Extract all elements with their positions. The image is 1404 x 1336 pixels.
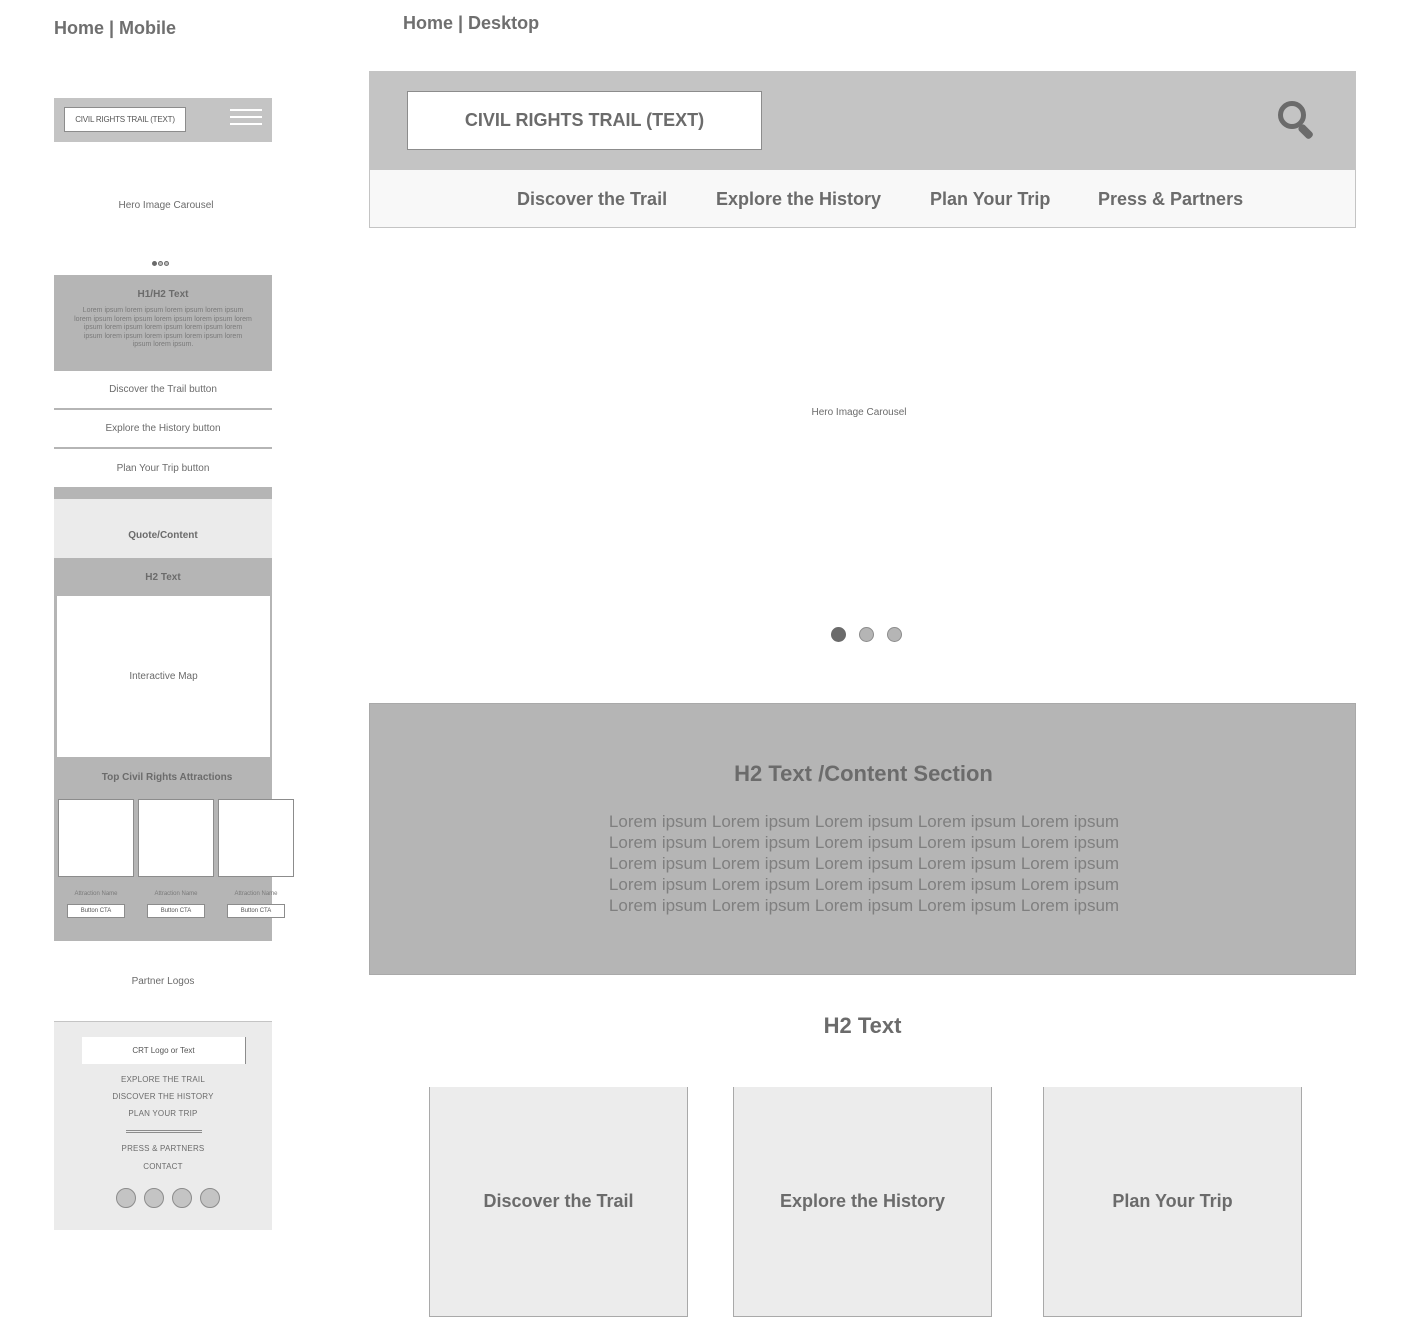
mobile-page-label: Home | Mobile [54,18,177,38]
carousel-dot-2[interactable] [859,627,874,642]
hamburger-menu-icon[interactable] [230,109,262,129]
attraction-name: Attraction Name [74,891,118,897]
card-plan-your-trip[interactable]: Plan Your Trip [1043,1087,1302,1317]
mobile-explore-button[interactable]: Explore the History button [54,410,272,449]
carousel-dot-3[interactable] [887,627,902,642]
social-icon[interactable] [172,1188,192,1208]
mobile-plan-button[interactable]: Plan Your Trip button [54,449,272,488]
social-icon[interactable] [200,1188,220,1208]
desktop-h2-title: H2 Text [823,1013,902,1038]
carousel-dot-2[interactable] [158,261,163,266]
footer-link-plan[interactable]: PLAN YOUR TRIP [128,1109,198,1118]
attraction-image[interactable] [218,799,294,877]
attraction-image[interactable] [58,799,134,877]
desktop-header [369,71,1356,170]
carousel-dot-1[interactable] [152,261,157,266]
attraction-card [138,799,214,918]
footer-divider [126,1130,202,1133]
desktop-carousel-dots [831,627,902,642]
mobile-hero-carousel-label: Hero Image Carousel [118,200,214,211]
nav-plan-your-trip[interactable]: Plan Your Trip [930,188,1051,209]
social-icons [116,1188,220,1208]
mobile-quote-section: Quote/Content [54,499,272,558]
mobile-map-section [54,558,278,941]
mobile-carousel-dots [152,261,169,266]
social-icon[interactable] [116,1188,136,1208]
attraction-card [218,799,294,918]
content-section-title: H2 Text /Content Section [734,761,993,786]
mobile-intro-section [54,275,272,371]
card-discover-the-trail[interactable]: Discover the Trail [429,1087,688,1317]
footer-link-contact[interactable]: CONTACT [143,1162,183,1171]
mobile-discover-button[interactable]: Discover the Trail button [54,371,272,410]
desktop-nav [369,170,1356,228]
search-icon[interactable] [1275,98,1319,142]
desktop-logo[interactable]: CIVIL RIGHTS TRAIL (TEXT) [407,91,762,150]
attraction-card [58,799,134,918]
attraction-cta-button[interactable]: Button CTA [227,904,285,918]
desktop-page-label: Home | Desktop [403,13,540,33]
nav-explore-the-history[interactable]: Explore the History [716,188,882,209]
mobile-map-title: H2 Text [145,572,181,583]
carousel-dot-1[interactable] [831,627,846,642]
footer-logo[interactable]: CRT Logo or Text [82,1037,246,1064]
nav-press-partners[interactable]: Press & Partners [1098,188,1244,209]
desktop-hero-carousel-label: Hero Image Carousel [811,407,907,418]
attraction-cta-button[interactable]: Button CTA [67,904,125,918]
attractions-title: Top Civil Rights Attractions [101,772,233,783]
footer-link-press[interactable]: PRESS & PARTNERS [121,1144,205,1153]
footer-link-discover[interactable]: DISCOVER THE HISTORY [112,1092,214,1101]
nav-discover-the-trail[interactable]: Discover the Trail [517,188,668,209]
mobile-header [54,98,272,142]
attraction-cta-button[interactable]: Button CTA [147,904,205,918]
mobile-intro-title: H1/H2 Text [137,289,189,300]
card-explore-the-history[interactable]: Explore the History [733,1087,992,1317]
social-icon[interactable] [144,1188,164,1208]
desktop-content-section [369,703,1356,975]
interactive-map[interactable]: Interactive Map [57,596,270,757]
partner-logos: Partner Logos [131,976,195,987]
mobile-intro-body: Lorem ipsum lorem ipsum lorem ipsum lorem ipsum lorem ipsum lorem ipsum lorem ipsum lorem ipsum lorem ipsum lorem ipsum lorem ipsum lorem ipsum lorem ipsum lorem ipsum lorem ipsum lorem ipsum lorem ipsum lorem ipsum. [74,307,252,348]
attraction-name: Attraction Name [234,891,278,897]
mobile-divider-bar [54,487,272,499]
attraction-name: Attraction Name [154,891,198,897]
carousel-dot-3[interactable] [164,261,169,266]
attraction-image[interactable] [138,799,214,877]
content-section-body: Lorem ipsum Lorem ipsum Lorem ipsum Lorem ipsum Lorem ipsum Lorem ipsum Lorem ipsum Lorem ipsum Lorem ipsum Lorem ipsum Lorem ipsum Lorem ipsum Lorem ipsum Lorem ipsum Lorem ipsum Lorem ipsum Lorem ipsum Lorem ipsum Lorem ipsum Lorem ipsum Lorem ipsum Lorem ipsum Lorem ipsum Lorem ipsum Lorem ipsum [608,812,1120,915]
mobile-footer [54,1021,272,1230]
mobile-logo[interactable]: CIVIL RIGHTS TRAIL (TEXT) [64,107,186,132]
footer-link-explore[interactable]: EXPLORE THE TRAIL [120,1075,206,1084]
